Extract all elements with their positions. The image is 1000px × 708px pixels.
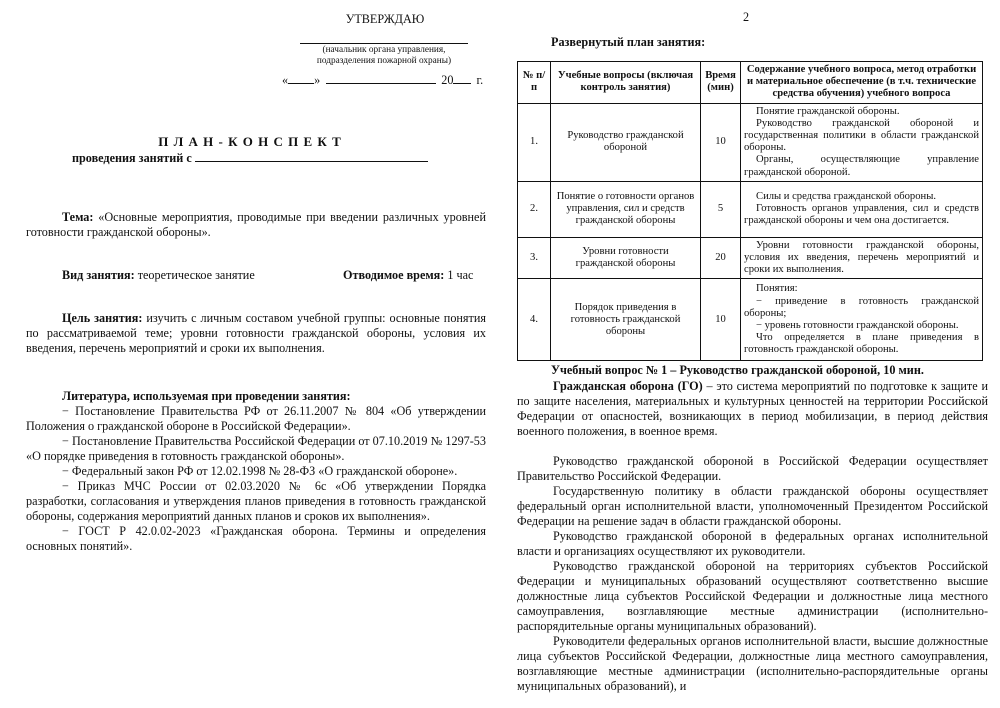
body-paragraph: Государственную политику в области гражданской обороны осуществляет федеральный орган исполнительной власти, уполномоченный Президентом Российской Федерации на решение задач в области гражданской обороны. bbox=[517, 484, 988, 528]
table-row bbox=[518, 279, 983, 361]
approve-label: УТВЕРЖДАЮ bbox=[345, 12, 425, 26]
date-open-quote: « bbox=[282, 73, 289, 87]
lesson-type-label: Вид занятия: bbox=[62, 268, 135, 282]
date-day-blank bbox=[288, 83, 314, 84]
row-time: 10 bbox=[701, 103, 741, 181]
row-num: 1. bbox=[518, 103, 551, 181]
literature-list bbox=[26, 404, 486, 554]
row-num: 4. bbox=[518, 279, 551, 361]
plan-heading: Развернутый план занятия: bbox=[551, 35, 706, 49]
body-paragraph: Руководство гражданской обороной в федеральных органах исполнительной власти и организациях осуществляют их руководители. bbox=[517, 529, 988, 558]
header-content: Содержание учебного вопроса, метод отработки и материальное обеспечение (в т.ч. технические средства обучения) учебного вопроса bbox=[741, 62, 983, 104]
table-row bbox=[518, 181, 983, 237]
content-line: Понятие гражданской обороны. bbox=[756, 105, 900, 117]
row-num: 3. bbox=[518, 237, 551, 279]
header-time: Время (мин) bbox=[701, 62, 741, 104]
table-row bbox=[518, 103, 983, 181]
plan-table-wrapper bbox=[517, 61, 983, 361]
row-content bbox=[741, 181, 983, 237]
literature-heading: Литература, используемая при проведении занятия: bbox=[62, 389, 351, 403]
date-suffix: г. bbox=[476, 73, 484, 87]
signature-line bbox=[300, 31, 468, 44]
row-question: Порядок приведения в готовность гражданской обороны bbox=[551, 279, 701, 361]
lesson-time bbox=[343, 268, 473, 283]
table-row bbox=[518, 237, 983, 279]
content-line: Понятия: bbox=[756, 283, 798, 295]
literature-item: − Постановление Правительства РФ от 26.11.2007 № 804 «Об утверждении Положения о гражданской обороне в Российской Федерации». bbox=[26, 404, 486, 433]
row-time: 20 bbox=[701, 237, 741, 279]
plan-table bbox=[517, 61, 983, 361]
go-term: Гражданская оборона (ГО) bbox=[553, 379, 703, 393]
theme-paragraph bbox=[26, 210, 486, 240]
goal-paragraph bbox=[26, 311, 486, 356]
row-content bbox=[741, 237, 983, 279]
row-question: Руководство гражданской обороной bbox=[551, 103, 701, 181]
date-year-blank bbox=[453, 83, 471, 84]
approve-caption-2: подразделения пожарной охраны) bbox=[316, 56, 452, 66]
subtitle-blank bbox=[195, 161, 428, 162]
theme-label: Тема: bbox=[62, 210, 94, 224]
literature-section bbox=[26, 389, 486, 554]
go-definition bbox=[517, 379, 988, 439]
goal-text: изучить с личным составом учебной группы: основные понятия по рассматриваемой теме; уровни готовности гражданской обороны, условия их введения, перечень мероприятий и сроки их выполнения. bbox=[26, 311, 486, 355]
plan-table-body bbox=[518, 103, 983, 361]
date-year: 20 bbox=[441, 73, 454, 87]
literature-item: − Приказ МЧС России от 02.03.2020 № 6с «Об утверждении Порядка разработки, согласования и утверждения планов приведения в готовность гражданской обороны, содержания мероприятий данных планов и сроков их выполнения». bbox=[26, 479, 486, 523]
document-subtitle bbox=[72, 151, 428, 166]
content-line: − приведение в готовность гражданской обороны; bbox=[744, 295, 979, 319]
header-question: Учебные вопросы (включая контроль занятия) bbox=[551, 62, 701, 104]
document-page-2 bbox=[505, 0, 1000, 708]
date-month-blank bbox=[326, 83, 436, 84]
row-question: Понятие о готовности органов управления, сил и средств гражданской обороны bbox=[551, 181, 701, 237]
table-header-row bbox=[518, 62, 983, 104]
approve-caption-1: (начальник органа управления, bbox=[322, 45, 446, 55]
content-line: Силы и средства гражданской обороны. bbox=[756, 191, 936, 203]
row-content bbox=[741, 279, 983, 361]
q1-body bbox=[517, 379, 988, 694]
content-line: Руководство гражданской обороной и государственная политики в области гражданской обороны. bbox=[744, 117, 979, 154]
body-paragraph: Руководители федеральных органов исполнительной власти, высшие должностные лица субъектов Российской Федерации, должностные лица местного самоуправления, возглавляющие местные администрации (исполнительно-распорядительные органы муниципальных образований), и bbox=[517, 634, 988, 693]
body-paragraph: Руководство гражданской обороной в Российской Федерации осуществляет Правительство Российской Федерации. bbox=[517, 454, 988, 483]
lesson-type bbox=[62, 268, 255, 283]
row-num: 2. bbox=[518, 181, 551, 237]
lesson-type-value: теоретическое занятие bbox=[137, 268, 255, 282]
q1-paragraphs bbox=[517, 454, 988, 694]
row-time: 5 bbox=[701, 181, 741, 237]
literature-item: − Постановление Правительства Российской Федерации от 07.10.2019 № 1297-53 «О порядке приведения в готовность гражданской обороны». bbox=[26, 434, 486, 463]
goal-label: Цель занятия: bbox=[62, 311, 143, 325]
date-close-quote: » bbox=[314, 73, 321, 87]
subtitle-text: проведения занятий с bbox=[72, 151, 192, 165]
row-content bbox=[741, 103, 983, 181]
content-line: Уровни готовности гражданской обороны, условия их введения, перечень мероприятий и сроки их выполнения. bbox=[744, 239, 979, 276]
lesson-time-value: 1 час bbox=[447, 268, 474, 282]
document-title: П Л А Н - К О Н С П Е К Т bbox=[158, 134, 342, 149]
content-line: Органы, осуществляющие управление гражданской обороной. bbox=[744, 154, 979, 178]
q1-heading: Учебный вопрос № 1 – Руководство гражданской обороной, 10 мин. bbox=[551, 363, 924, 377]
header-num: № п/п bbox=[518, 62, 551, 104]
theme-text: «Основные мероприятия, проводимые при введении различных уровней готовности гражданской обороны». bbox=[26, 210, 486, 239]
content-line: Готовность органов управления, сил и средств гражданской обороны и чем она достигается. bbox=[744, 203, 979, 227]
page-number: 2 bbox=[743, 10, 750, 24]
lesson-time-label: Отводимое время: bbox=[343, 268, 445, 282]
literature-item: − ГОСТ Р 42.0.02-2023 «Гражданская оборона. Термины и определения основных понятий». bbox=[26, 524, 486, 553]
row-time: 10 bbox=[701, 279, 741, 361]
go-def-text: – это система мероприятий по подготовке к защите и по защите населения, материальных и культурных ценностей на территории Российской Федерации от опасностей, возникающих в период мобилизации, в период действия военного положения, в военное время. bbox=[517, 379, 988, 438]
content-line: − уровень готовности гражданской обороны. bbox=[756, 319, 959, 331]
row-question: Уровни готовности гражданской обороны bbox=[551, 237, 701, 279]
body-paragraph: Руководство гражданской обороной на территориях субъектов Российской Федерации и муниципальных образований осуществляют соответственно высшие должностные лица субъектов Российской Федерации и должностные лица местного самоуправления, возглавляющие местные администрации (исполнительно-распорядительные органы муниципальных образований). bbox=[517, 559, 988, 633]
literature-item: − Федеральный закон РФ от 12.02.1998 № 28-ФЗ «О гражданской обороне». bbox=[62, 464, 458, 478]
approval-block bbox=[300, 12, 468, 67]
approval-date bbox=[282, 73, 483, 88]
content-line: Что определяется в плане приведения в готовность гражданской обороны. bbox=[744, 332, 979, 356]
